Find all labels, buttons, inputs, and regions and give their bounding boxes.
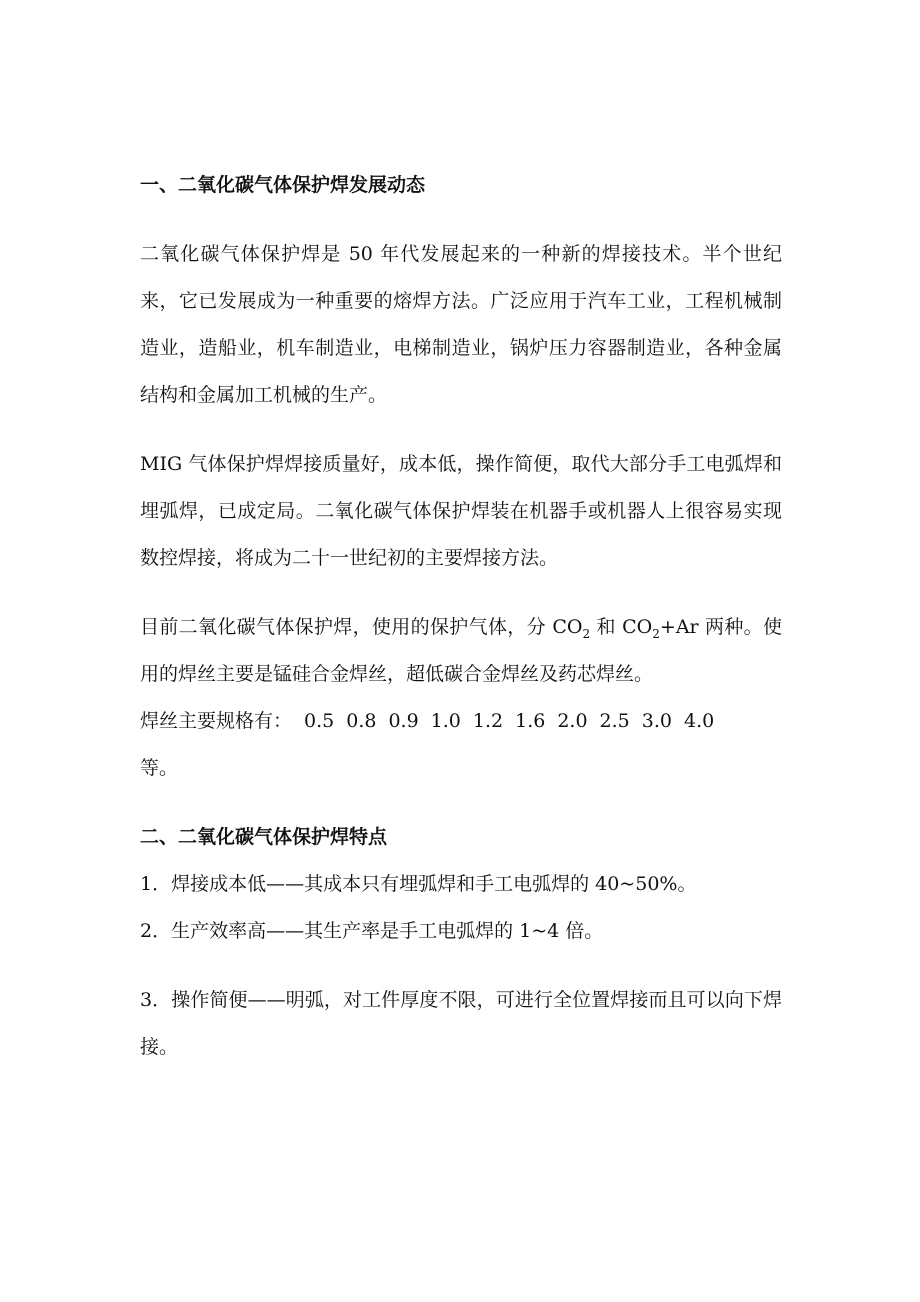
wire-size-value: 1.2 xyxy=(472,710,504,732)
co2-subscript-2: 2 xyxy=(652,626,660,641)
wire-sizes-line xyxy=(140,698,782,745)
wire-size-value: 1.0 xyxy=(430,710,461,732)
wire-size-value: 2.5 xyxy=(599,710,630,732)
wire-size-value: 2.0 xyxy=(557,710,588,732)
wire-size-value: 3.0 xyxy=(641,710,672,732)
gas-text-3: +Ar 两种。使用的焊丝主要是锰硅合金焊丝，超低碳合金焊丝及药芯焊丝。 xyxy=(140,616,782,685)
gas-text-2: 和 CO xyxy=(590,616,653,638)
section-heading-features: 二、二氧化碳气体保护焊特点 xyxy=(140,826,388,848)
feature-item-efficiency: 2．生产效率高——其生产率是手工电弧焊的 1~4 倍。 xyxy=(140,920,604,942)
gas-text-1: 目前二氧化碳气体保护焊，使用的保护气体，分 CO xyxy=(140,616,583,638)
wire-size-value: 0.5 xyxy=(304,710,335,732)
wire-size-value: 0.8 xyxy=(346,710,377,732)
wire-size-value: 0.9 xyxy=(388,710,419,732)
wire-sizes-end: 等。 xyxy=(140,757,179,779)
feature-item-cost: 1．焊接成本低——其成本只有埋弧焊和手工电弧焊的 40~50%。 xyxy=(140,873,697,895)
wire-size-value: 4.0 xyxy=(683,710,715,732)
feature-item-operation: 3．操作简便——明弧，对工件厚度不限，可进行全位置焊接而且可以向下焊接。 xyxy=(140,989,782,1058)
paragraph-history: 二氧化碳气体保护焊是 50 年代发展起来的一种新的焊接技术。半个世纪来，它已发展成为一种重要的熔焊方法。广泛应用于汽车工业，工程机械制造业，造船业，机车制造业，电梯制造业，锅炉压力容器制造业，各种金属结构和金属加工机械的生产。 xyxy=(140,243,782,406)
wire-size-value: 1.6 xyxy=(515,710,546,732)
paragraph-shielding-gas xyxy=(140,604,782,698)
section-heading-development: 一、二氧化碳气体保护焊发展动态 xyxy=(140,174,426,196)
document-body xyxy=(140,162,782,1071)
wire-sizes-label: 焊丝主要规格有： xyxy=(140,710,293,732)
co2-subscript-1: 2 xyxy=(582,626,591,641)
paragraph-mig-advantages: MIG 气体保护焊焊接质量好，成本低，操作简便，取代大部分手工电弧焊和埋弧焊，已成定局。二氧化碳气体保护焊装在机器手或机器人上很容易实现数控焊接，将成为二十一世纪初的主要焊接方法。 xyxy=(140,453,782,569)
